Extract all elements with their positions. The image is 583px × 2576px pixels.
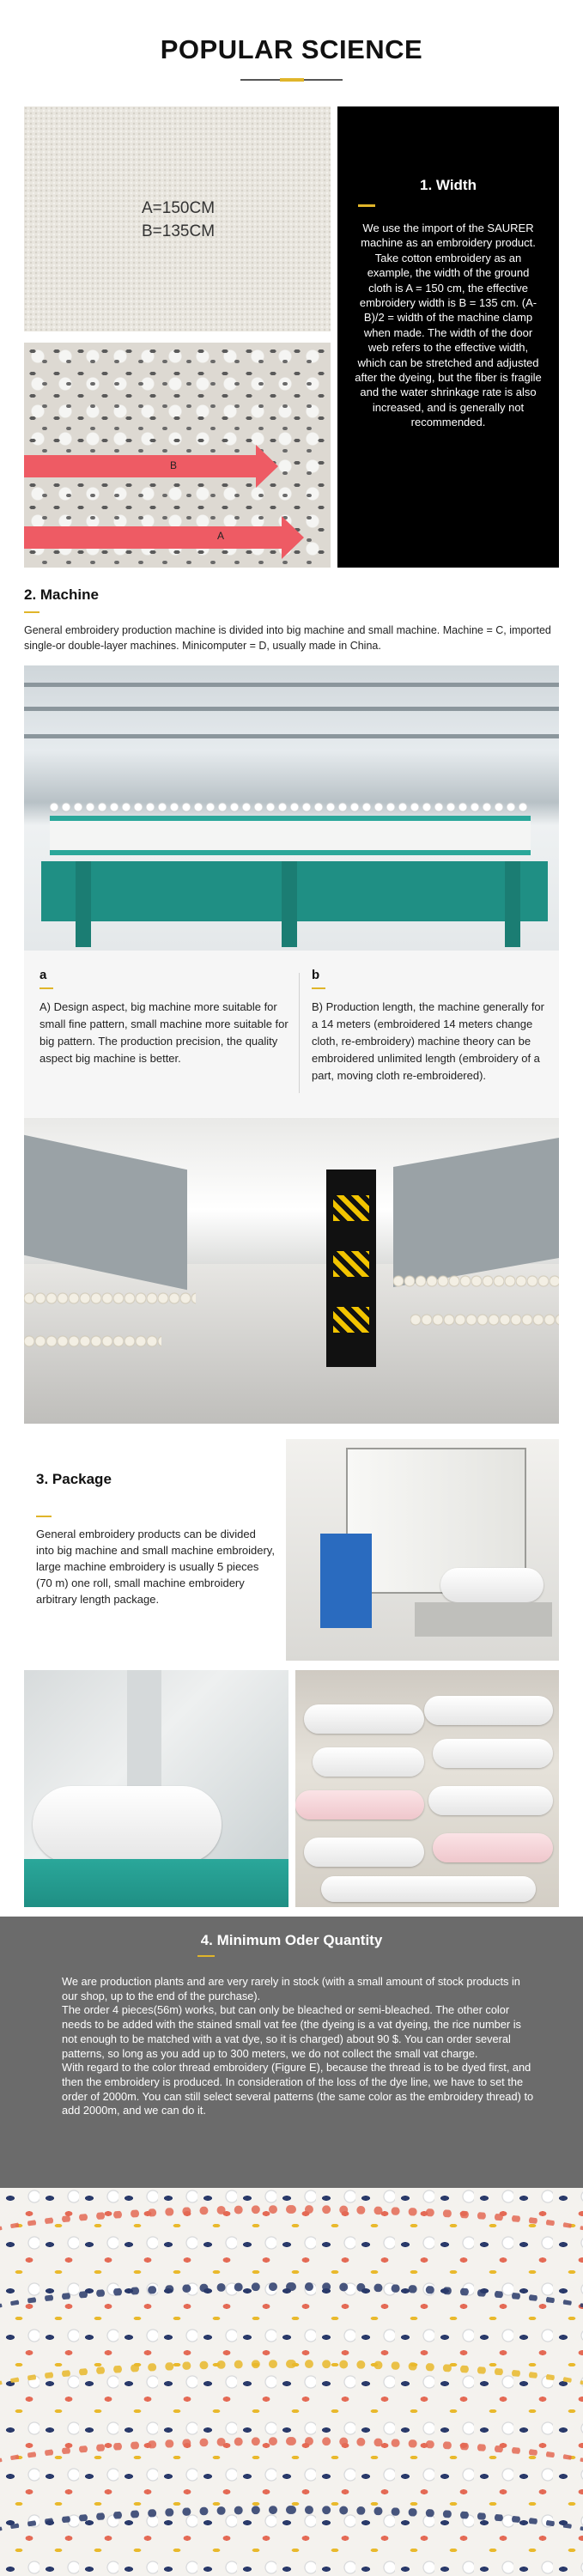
eyelet-fabric-photo — [24, 343, 331, 568]
card-b-letter: b — [312, 968, 320, 982]
card-b-text: B) Production length, the machine generally for a 14 meters (embroidered 14 meters change cloth, re-embroidery) machine theory can be embroidered unlimited length (embroidery of a part, moving cloth re-embroidered). — [312, 1000, 544, 1082]
moq-paragraph-2: The order 4 pieces(56m) works, but can only be bleached or semi-bleached. The other color needs to be added with the stained small vat fee (the dyeing is a vat dyeing, the rice number is not enough to be matched with a vat dye, so it is charged) about 90 $. You can order several patterns, so long as you add up to 300 meters, we do not collect the small vat charge. — [62, 2003, 521, 2060]
width-accent — [358, 204, 375, 207]
striped-pillar — [326, 1170, 376, 1367]
title-accent — [280, 78, 304, 82]
embroidery-machine-photo — [24, 665, 559, 951]
arrow-a-label: A — [217, 530, 225, 542]
moq-accent — [197, 1955, 215, 1957]
machine-comparison-cards — [24, 951, 559, 1118]
width-heading: 1. Width — [420, 177, 477, 193]
color-embroidery-photo — [0, 2188, 583, 2576]
card-a-accent — [39, 987, 53, 989]
page-title: POPULAR SCIENCE — [160, 34, 423, 64]
moq-body — [62, 1975, 534, 2118]
inspection-machine-photo — [286, 1439, 559, 1661]
arrow-b-icon — [24, 455, 256, 477]
label-a-width: A=150CM — [142, 199, 216, 217]
moq-heading: 4. Minimum Oder Quantity — [200, 1932, 383, 1948]
machine-heading: 2. Machine — [24, 586, 99, 603]
label-b-width: B=135CM — [142, 222, 216, 240]
card-a-text: A) Design aspect, big machine more suitable for small fine pattern, small machine more suitable for big pattern. The production precision, the quality aspect big machine is better. — [39, 1000, 288, 1065]
arrow-a-icon — [24, 526, 282, 549]
package-body: General embroidery products can be divided into big machine and small machine embroidery, large machine embroidery is usually 5 pieces (70 m) one roll, small machine embroidery arbitrary length package. — [36, 1528, 275, 1606]
card-b-accent — [312, 987, 325, 989]
arrow-b-label: B — [170, 459, 178, 471]
package-heading: 3. Package — [36, 1471, 112, 1487]
moq-band — [0, 1917, 583, 2188]
package-accent — [36, 1516, 52, 1517]
card-divider — [299, 973, 300, 1093]
fabric-roll-machine-photo — [24, 1670, 288, 1907]
machine-intro: General embroidery production machine is divided into big machine and small machine. Machine = C, imported single-or double-layer machines. Minicomputer = D, usually made in China. — [24, 624, 551, 652]
moq-paragraph-3: With regard to the color thread embroidery (Figure E), because the thread is to be dyed first, and then the embroidery is produced. In consideration of the loss of the dye line, we have to set the order of 2000m. You can still select several patterns (the same color as the embroidery thread) to add 2000m, and we can do it. — [62, 2061, 534, 2117]
width-info-panel — [337, 106, 559, 568]
moq-paragraph-1: We are production plants and are very rarely in stock (with a small amount of stock products in our shop, up to the end of the purchase). — [62, 1975, 520, 2002]
width-body: We use the import of the SAURER machine as an embroidery product. Take cotton embroidery as an example, the width of the ground cloth is A = 150 cm, the effective embroidery width is B = 135 cm. (A-B)/2 = width of the machine clamp when made. The width of the door web refers to the effective width, which can be stretched and adjusted after the dyeing, but the fiber is fragile and the water shrinkage rate is also increased, and is generally not recommended. — [355, 222, 542, 429]
factory-aisle-photo — [24, 1118, 559, 1424]
machine-accent — [24, 611, 39, 613]
card-a-letter: a — [39, 968, 47, 982]
plain-fabric-photo — [24, 106, 331, 331]
stacked-rolls-photo — [295, 1670, 559, 1907]
